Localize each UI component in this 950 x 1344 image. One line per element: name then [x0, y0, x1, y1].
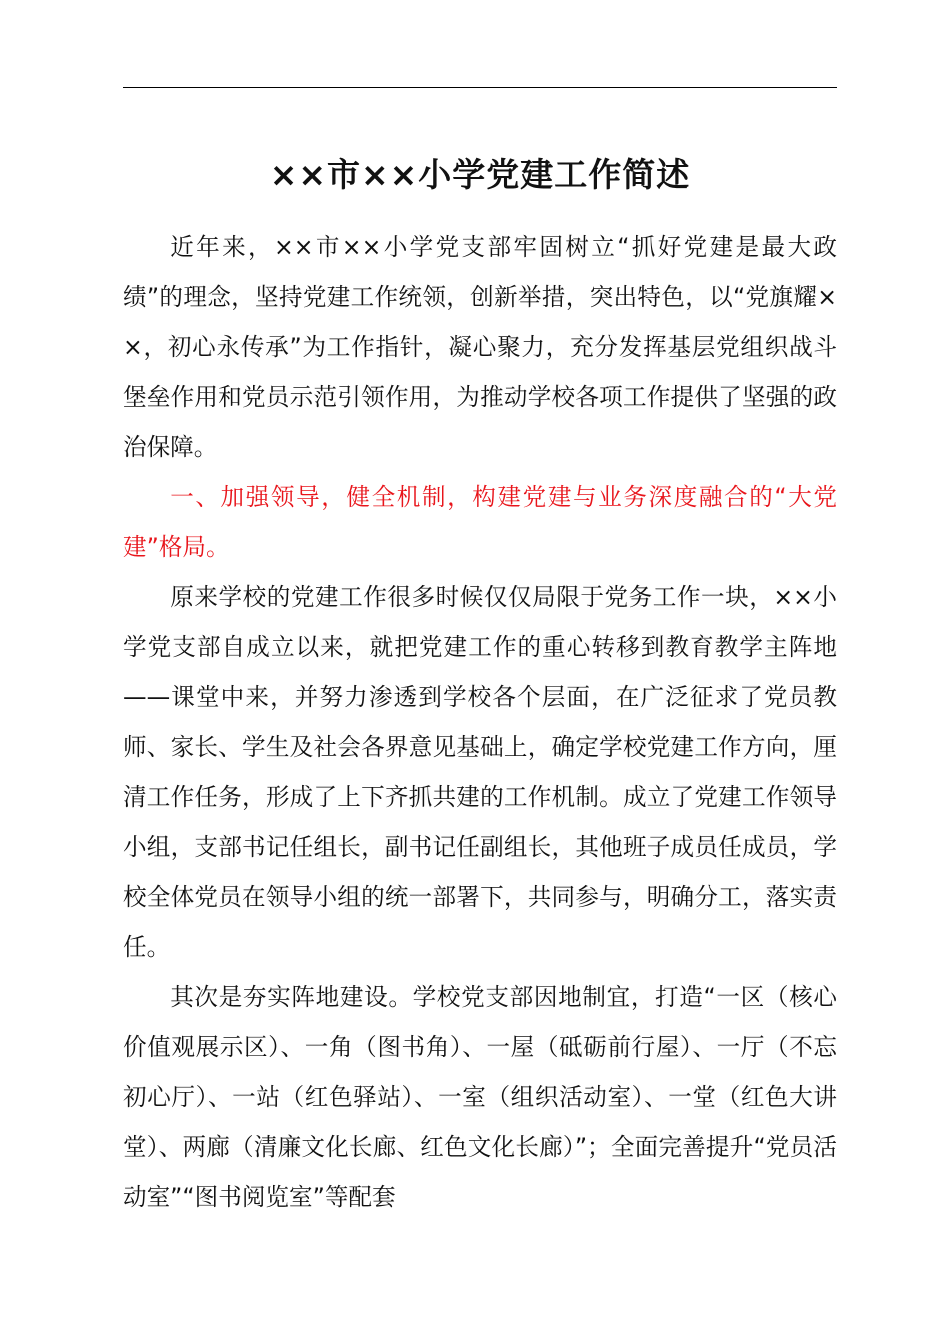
intro-paragraph: 近年来，××市××小学党支部牢固树立“抓好党建是最大政绩”的理念，坚持党建工作统领，创新举措，突出特色，以“党旗耀××，初心永传承”为工作指针，凝心聚力，充分发挥基层党组织战斗堡垒作用和党员示范引领作用，为推动学校各项工作提供了坚强的政治保障。 [123, 233, 837, 461]
section-heading-1: 一、加强领导，健全机制，构建党建与业务深度融合的“大党建”格局。 [123, 483, 837, 561]
body-paragraph-mechanism: 原来学校的党建工作很多时候仅仅局限于党务工作一块，××小学党支部自成立以来，就把党建工作的重心转移到教育教学主阵地——课堂中来，并努力渗透到学校各个层面，在广泛征求了党员教师、家长、学生及社会各界意见基础上，确定学校党建工作方向，厘清工作任务，形成了上下齐抓共建的工作机制。成立了党建工作领导小组，支部书记任组长，副书记任副组长，其他班子成员任成员，学校全体党员在领导小组的统一部署下，共同参与，明确分工，落实责任。 [123, 583, 837, 961]
document-body [123, 222, 837, 1222]
header-rule [123, 87, 837, 88]
body-paragraph-position-building: 其次是夯实阵地建设。学校党支部因地制宜，打造“一区（核心价值观展示区）、一角（图书角）、一屋（砥砺前行屋）、一厅（不忘初心厅）、一站（红色驿站）、一室（组织活动室）、一堂（红色大讲堂）、两廊（清廉文化长廊、红色文化长廊）”；全面完善提升“党员活动室”“图书阅览室”等配套 [123, 983, 837, 1211]
document-title: ××市××小学党建工作简述 [269, 155, 691, 194]
